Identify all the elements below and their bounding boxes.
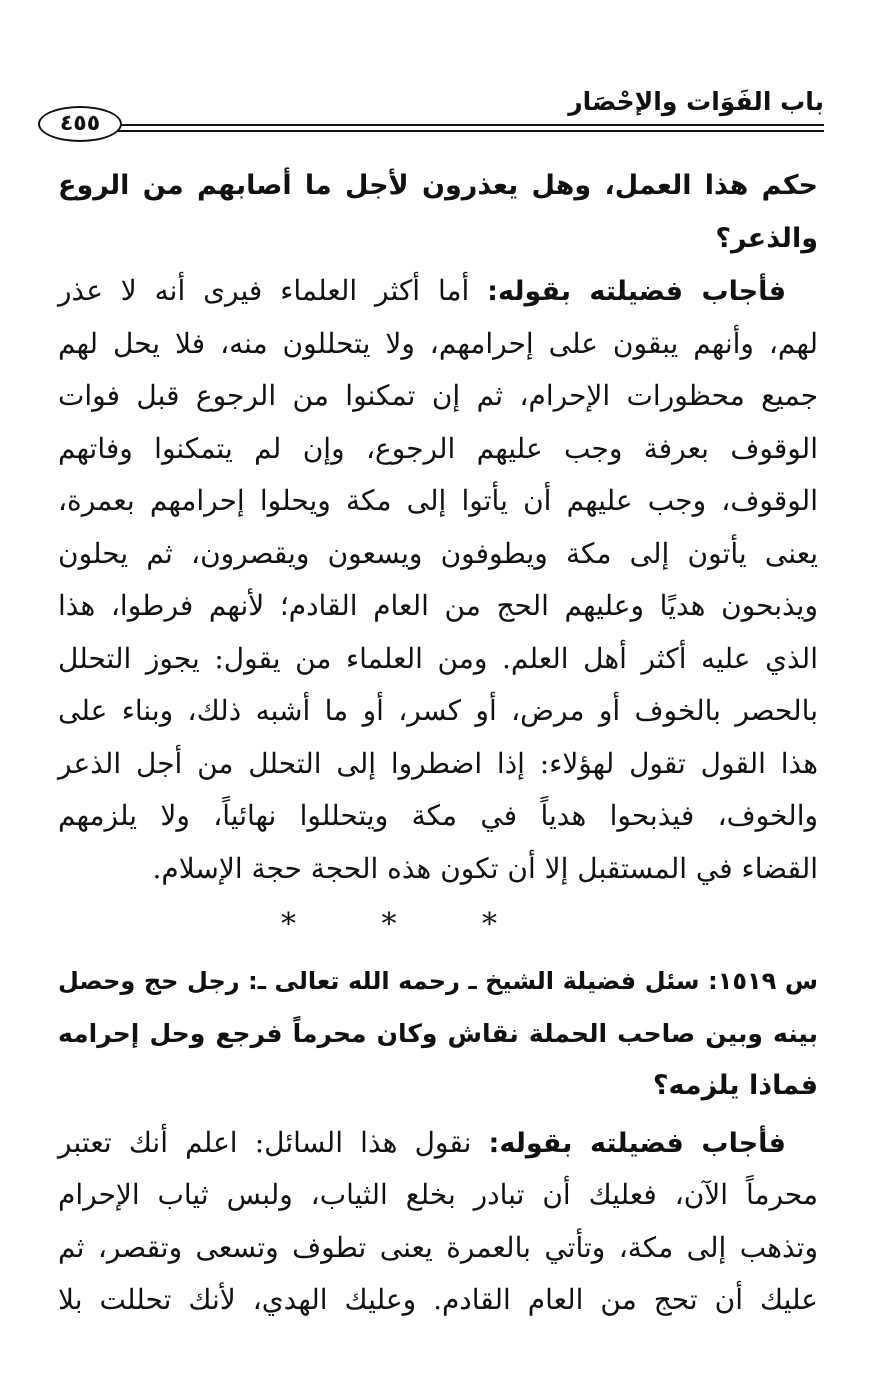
question-line: حكم هذا العمل، وهل يعذرون لأجل ما أصابهم من الروع xyxy=(58,170,818,201)
answer-line: وتذهب إلى مكة، وتأتي بالعمرة يعنى تطوف وتسعى وتقصر، ثم xyxy=(58,1230,818,1264)
answer-lead: فأجاب فضيلته بقوله: xyxy=(488,1127,786,1159)
answer-text: نقول هذا السائل: اعلم أنك تعتبر xyxy=(58,1125,472,1159)
answer-line: الوقوف، وجب عليهم أن يأتوا إلى مكة ويحلوا إحرامهم بعمرة، xyxy=(58,484,818,517)
question-line: والذعر؟ xyxy=(715,222,818,254)
answer-line: عليك أن تحج من العام القادم. وعليك الهدي، لأنك تحللت بلا xyxy=(58,1283,818,1316)
answer-first-line xyxy=(58,265,818,318)
answer-lead: فأجاب فضيلته بقوله: xyxy=(487,276,786,307)
answer-line: بالحصر بالخوف أو مرض، أو كسر، أو ما أشبه ذلك، وبناء على xyxy=(58,694,818,727)
section-separator: * * * xyxy=(280,907,536,942)
page-number-badge xyxy=(38,106,122,142)
answer-line: لهم، وأنهم يبقون على إحرامهم، ولا يتحللون منه، فلا يحل لهم xyxy=(58,326,818,360)
question-line: فماذا يلزمه؟ xyxy=(652,1070,818,1101)
answer-line: الوقوف بعرفة وجب عليهم الرجوع، وإن لم يتمكنوا وفاتهم xyxy=(58,431,818,465)
answer-line: جميع محظورات الإحرام، ثم إن تمكنوا من الرجوع قبل فوات xyxy=(58,379,818,412)
header-rule-bottom xyxy=(118,130,824,132)
answer-first-line xyxy=(58,1117,818,1170)
answer-line: ويذبحون هديًا وعليهم الحج من العام القادم؛ لأنهم فرطوا، هذا xyxy=(58,589,818,622)
answer-text: أما أكثر العلماء فيرى أنه لا عذر xyxy=(58,274,470,307)
header-rule-top xyxy=(118,124,824,126)
answer-line: هذا القول تقول لهؤلاء: إذا اضطروا إلى التحلل من أجل الذعر xyxy=(58,746,818,780)
page-number: ٤٥٥ xyxy=(59,111,101,136)
answer-line: محرماً الآن، فعليك أن تبادر بخلع الثياب، ولبس ثياب الإحرام xyxy=(58,1178,818,1211)
answer-line: القضاء في المستقبل إلا أن تكون هذه الحجة حجة الإسلام. xyxy=(152,851,818,885)
answer-line: يعنى يأتون إلى مكة ويطوفون ويسعون ويقصرون، ثم يحلون xyxy=(58,536,818,570)
question-line: بينه وبين صاحب الحملة نقاش وكان محرماً فرجع وحل إحرامه xyxy=(58,1018,818,1048)
page-body xyxy=(58,160,818,1327)
answer-line: الذي عليه أكثر أهل العلم. ومن العلماء من يقول: يجوز التحلل xyxy=(58,641,818,675)
answer-line: والخوف، فيذبحوا هدياً في مكة ويتحللوا نهائياً، ولا يلزمهم xyxy=(58,799,818,832)
page-header xyxy=(38,78,824,148)
chapter-title: باب الفَوَات والإحْصَار xyxy=(568,87,824,116)
question-line: س ١٥١٩: سئل فضيلة الشيخ ـ رحمه الله تعالى ـ: رجل حج وحصل xyxy=(58,967,818,995)
